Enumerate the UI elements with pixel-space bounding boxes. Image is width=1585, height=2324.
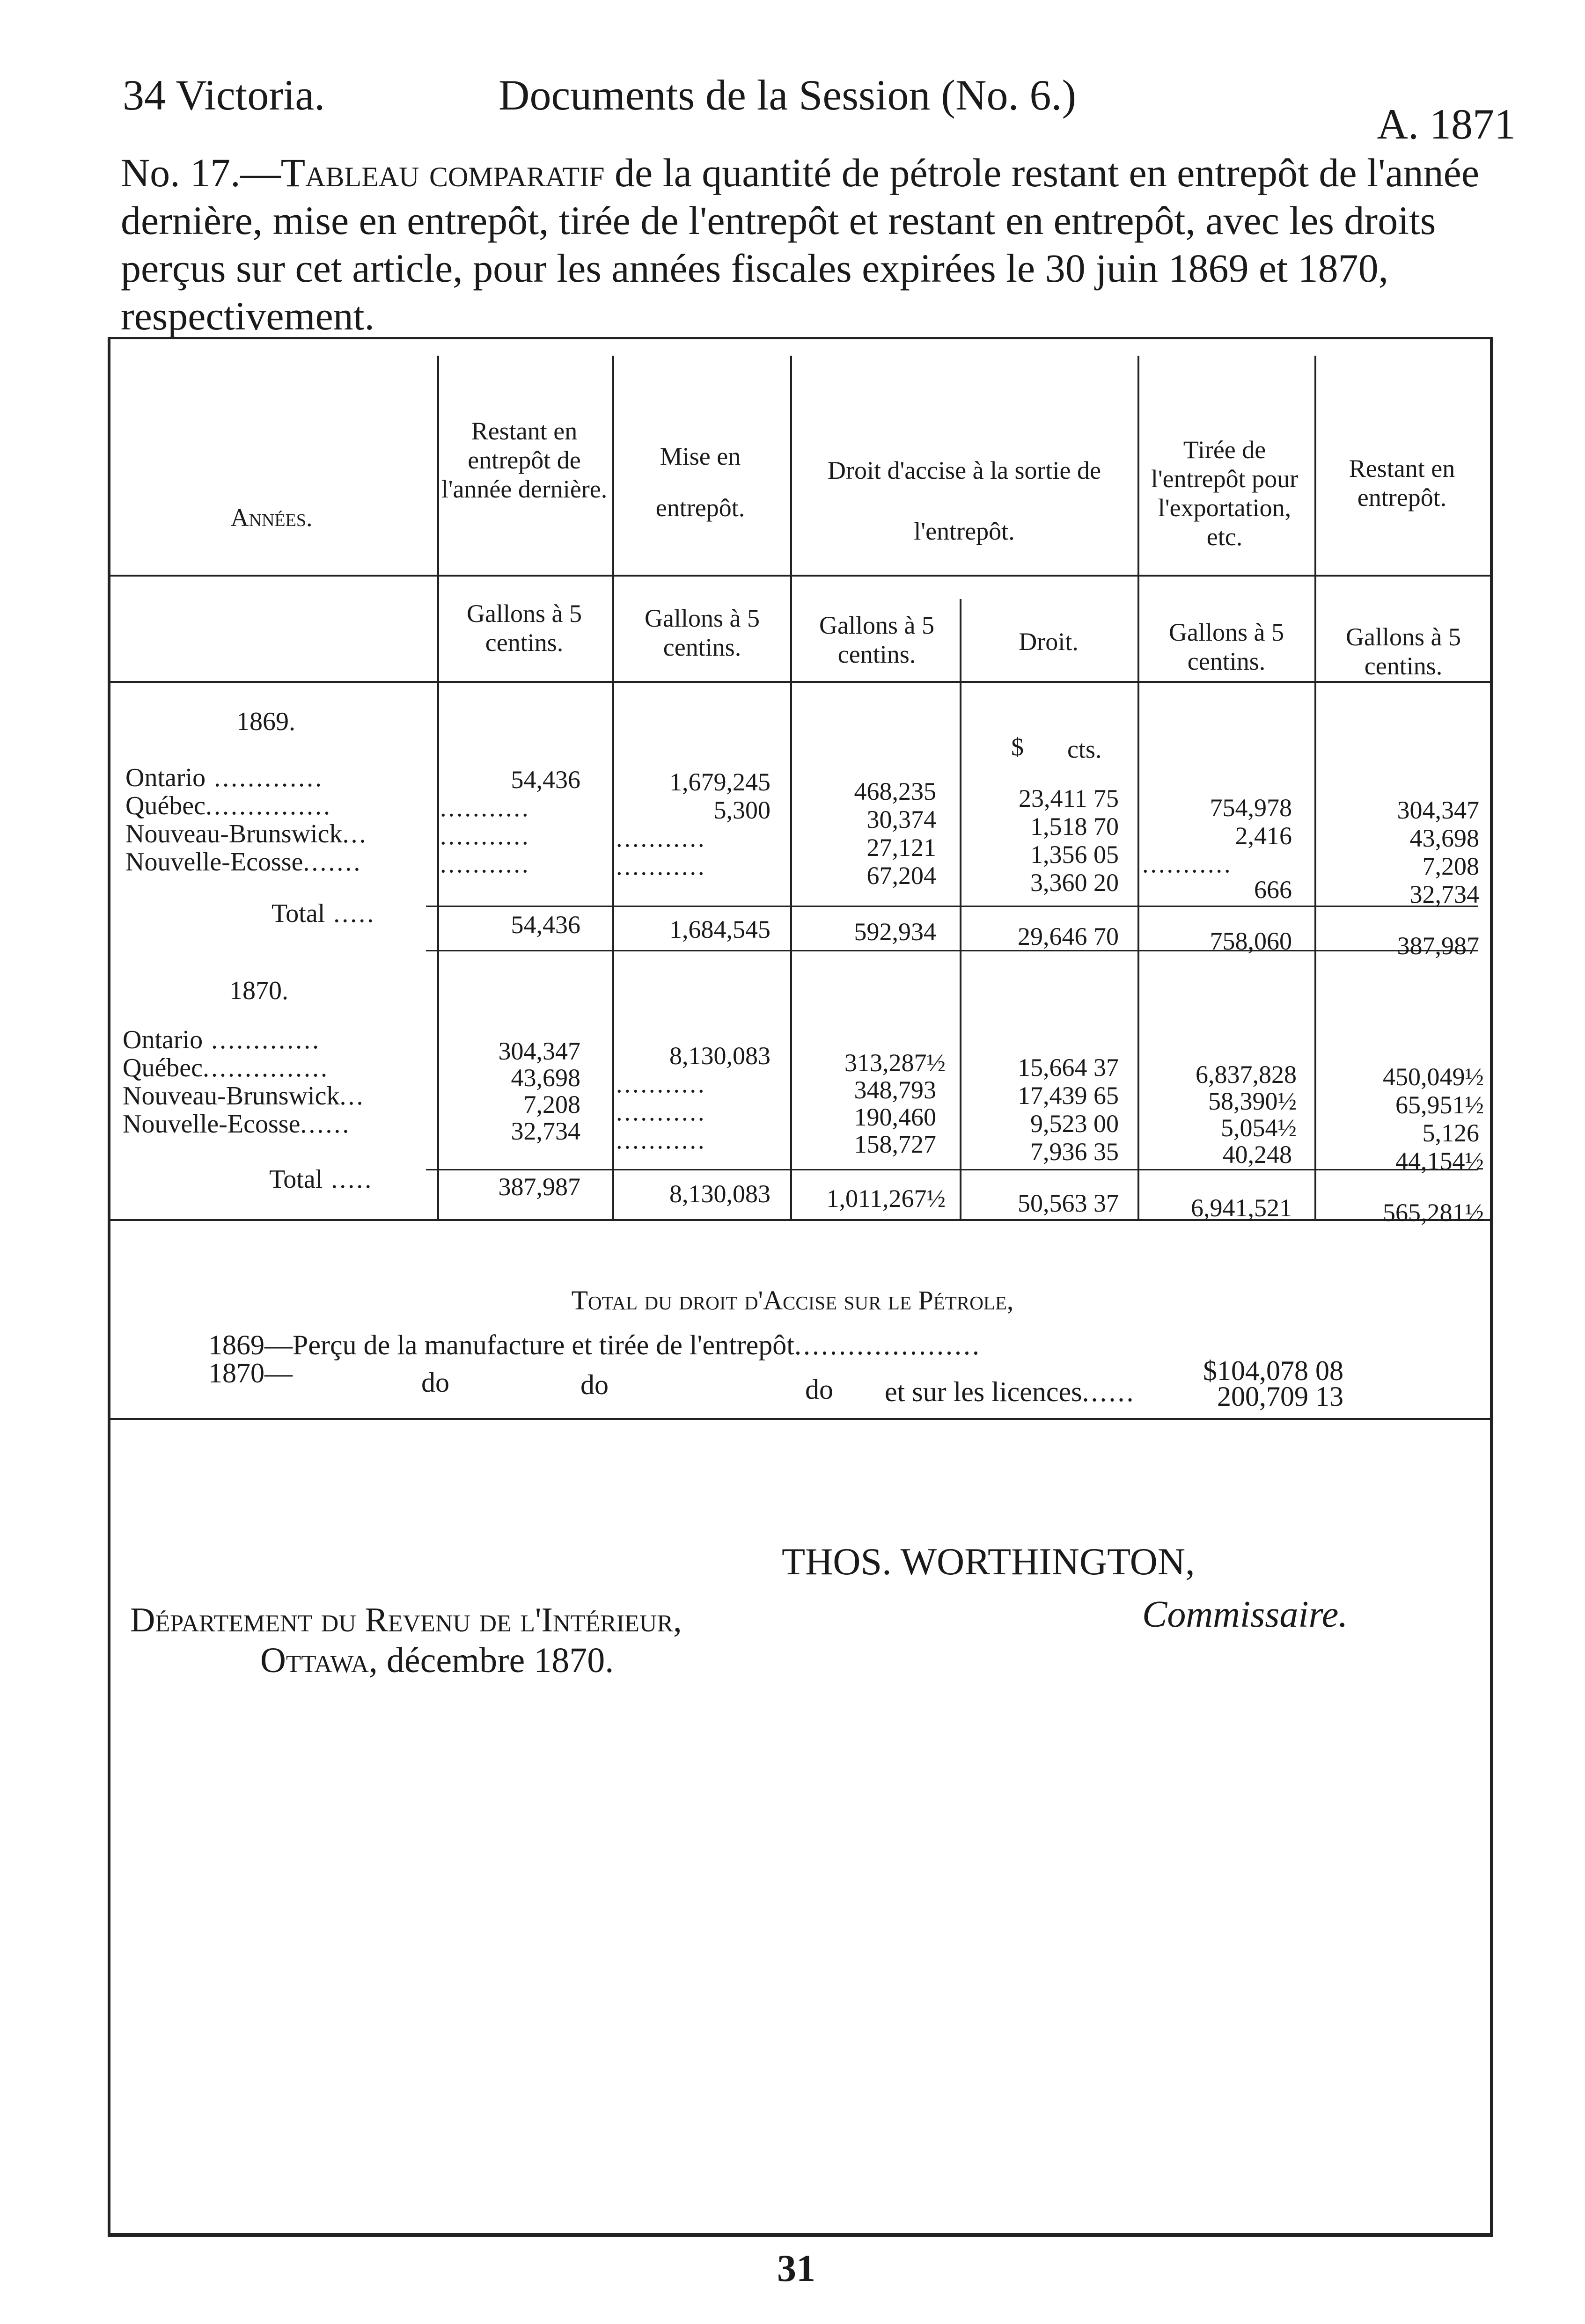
cell-mise: 1,679,245 bbox=[669, 768, 770, 796]
header-year: A. 1871 bbox=[1377, 100, 1516, 148]
col-rule-3b bbox=[960, 599, 961, 1219]
header-title: Documents de la Session (No. 6.) bbox=[499, 71, 1077, 119]
cell-gallons: 27,121 bbox=[866, 833, 936, 862]
cell-gallons: 67,204 bbox=[866, 862, 936, 890]
cell-leader: ........... bbox=[440, 794, 530, 822]
signatory-name: THOS. WORTHINGTON, bbox=[782, 1540, 1195, 1583]
cell-droit: 7,936 35 bbox=[1030, 1138, 1119, 1166]
department: Département du Revenu de l'Intérieur, bbox=[130, 1601, 682, 1639]
currency-cents: cts. bbox=[1067, 735, 1102, 763]
totals-line-1870-do2: do bbox=[580, 1369, 609, 1400]
totals-value-1869: $104,078 08 bbox=[1203, 1355, 1343, 1386]
total-label-1869: Total ..... bbox=[272, 899, 376, 928]
totals-line-1870-do3: do bbox=[805, 1374, 833, 1405]
subheader-gallons-1: Gallons à 5 centins. bbox=[467, 599, 582, 657]
cell-leader: ........... bbox=[1142, 850, 1233, 878]
cell-restant: 65,951½ bbox=[1395, 1091, 1484, 1119]
subheader-gallons-5: Gallons à 5 centins. bbox=[1346, 623, 1461, 680]
cell-restant-annee: 304,347 bbox=[498, 1037, 580, 1065]
col-rule-5 bbox=[1314, 356, 1316, 1219]
row-label: Québec............... bbox=[125, 791, 332, 820]
caption-number: No. 17.— bbox=[121, 150, 281, 195]
caption-title: Tableau comparatif bbox=[280, 150, 605, 195]
row-label: Québec............... bbox=[123, 1053, 330, 1082]
row-label: Ontario ............. bbox=[123, 1025, 321, 1054]
col-rule-4 bbox=[1137, 356, 1139, 1219]
subheader-gallons-4: Gallons à 5 centins. bbox=[1169, 618, 1284, 675]
cell-leader: ........... bbox=[440, 822, 530, 850]
cell-restant: 44,154½ bbox=[1395, 1147, 1484, 1175]
cell-restant: 43,698 bbox=[1409, 824, 1479, 852]
cell-droit: 1,518 70 bbox=[1030, 812, 1119, 840]
cell-tiree: 666 bbox=[1254, 876, 1292, 904]
totals-line-1869: 1869—Perçu de la manufacture et tirée de l'entrepôt..................... bbox=[208, 1330, 981, 1360]
subheader-droit: Droit. bbox=[1019, 628, 1079, 656]
total-restant-annee: 54,436 bbox=[511, 911, 580, 939]
cell-droit: 17,439 65 bbox=[1018, 1082, 1119, 1110]
rule-header-bottom bbox=[110, 575, 1490, 577]
total-mise: 1,684,545 bbox=[669, 915, 770, 943]
cell-restant: 7,208 bbox=[1422, 852, 1479, 880]
col-rule-3 bbox=[790, 356, 792, 1219]
cell-droit: 15,664 37 bbox=[1018, 1053, 1119, 1082]
cell-restant-annee: 32,734 bbox=[511, 1117, 580, 1145]
total-droit: 50,563 37 bbox=[1018, 1189, 1119, 1217]
cell-droit: 23,411 75 bbox=[1019, 784, 1119, 812]
cell-leader: ........... bbox=[440, 850, 530, 878]
cell-restant: 5,126 bbox=[1422, 1119, 1479, 1147]
cell-leader: ........... bbox=[616, 1126, 706, 1154]
col-header-tiree: Tirée de l'entrepôt pour l'exportation, etc. bbox=[1151, 436, 1299, 551]
cell-gallons: 313,287½ bbox=[844, 1049, 946, 1077]
row-label: Nouveau-Brunswick... bbox=[125, 819, 368, 848]
year-label-1870: 1870. bbox=[229, 976, 288, 1005]
totals-line-1870-rest: et sur les licences...... bbox=[885, 1376, 1136, 1407]
cell-restant-annee: 54,436 bbox=[511, 766, 580, 794]
header-session-left: 34 Victoria. bbox=[123, 71, 325, 119]
rule-subheader-bottom bbox=[110, 681, 1490, 683]
cell-leader: ........... bbox=[616, 1070, 706, 1098]
cell-restant: 304,347 bbox=[1397, 796, 1479, 824]
currency-dollar: $ bbox=[1011, 733, 1024, 761]
subheader-gallons-3: Gallons à 5 centins. bbox=[819, 611, 934, 668]
total-label-1870: Total ..... bbox=[269, 1165, 374, 1194]
totals-line-1870-year: 1870— bbox=[208, 1358, 293, 1389]
cell-restant-annee: 7,208 bbox=[523, 1090, 580, 1118]
totals-value-1870: 200,709 13 bbox=[1217, 1381, 1343, 1412]
cell-restant: 32,734 bbox=[1409, 880, 1479, 908]
cell-leader: ........... bbox=[616, 1098, 706, 1126]
total-gallons: 1,011,267½ bbox=[826, 1184, 946, 1213]
cell-mise: 5,300 bbox=[713, 796, 770, 824]
caption-text: de la quantité de pétrole restant en entrepôt de l'année dernière, mise en entrepôt, tirée de l'entrepôt et restant en entrepôt, avec les droits perçus sur cet article, pour les années fiscales expirées le 30 juin 1869 et 1870, respectivement. bbox=[121, 150, 1479, 338]
cell-mise: 8,130,083 bbox=[669, 1042, 770, 1070]
cell-droit: 9,523 00 bbox=[1030, 1110, 1119, 1138]
cell-restant-annee: 43,698 bbox=[511, 1064, 580, 1092]
cell-gallons: 30,374 bbox=[866, 805, 936, 833]
col-header-annees: Années. bbox=[230, 504, 313, 532]
total-restant: 565,281½ bbox=[1383, 1199, 1484, 1227]
cell-leader: ........... bbox=[616, 824, 706, 852]
total-mise: 8,130,083 bbox=[669, 1180, 770, 1208]
row-label: Ontario ............. bbox=[125, 763, 324, 792]
cell-leader: ........... bbox=[616, 852, 706, 880]
total-restant: 387,987 bbox=[1397, 932, 1479, 960]
row-label: Nouveau-Brunswick... bbox=[123, 1082, 365, 1111]
cell-gallons: 158,727 bbox=[854, 1130, 936, 1158]
cell-tiree: 754,978 bbox=[1210, 794, 1292, 822]
cell-tiree: 2,416 bbox=[1235, 822, 1292, 850]
col-header-droit: Droit d'accise à la sortie de l'entrepôt. bbox=[828, 456, 1101, 545]
row-label: Nouvelle-Ecosse....... bbox=[125, 848, 362, 877]
cell-tiree: 5,054½ bbox=[1221, 1114, 1297, 1142]
totals-title: Total du droit d'Accise sur le Pétrole, bbox=[571, 1285, 1014, 1315]
year-label-1869: 1869. bbox=[236, 707, 295, 736]
total-restant-annee: 387,987 bbox=[498, 1173, 580, 1201]
col-header-restant-annee: Restant en entrepôt de l'année dernière. bbox=[441, 417, 608, 503]
total-gallons: 592,934 bbox=[854, 918, 936, 946]
col-rule-1 bbox=[437, 356, 439, 1219]
row-label: Nouvelle-Ecosse...... bbox=[123, 1110, 351, 1139]
cell-droit: 3,360 20 bbox=[1030, 869, 1119, 897]
totals-line-1870-do1: do bbox=[421, 1367, 449, 1398]
subheader-gallons-2: Gallons à 5 centins. bbox=[645, 604, 760, 661]
table-caption bbox=[121, 149, 1516, 340]
cell-tiree: 58,390½ bbox=[1208, 1087, 1297, 1115]
cell-gallons: 468,235 bbox=[854, 777, 936, 805]
cell-tiree: 40,248 bbox=[1222, 1140, 1292, 1169]
rule-totals-bottom bbox=[110, 1418, 1490, 1420]
cell-droit: 1,356 05 bbox=[1030, 840, 1119, 869]
cell-restant: 450,049½ bbox=[1383, 1063, 1484, 1091]
total-droit: 29,646 70 bbox=[1018, 922, 1119, 950]
cell-gallons: 348,793 bbox=[854, 1076, 936, 1104]
col-header-mise: Mise en entrepôt. bbox=[655, 442, 745, 522]
total-tiree: 758,060 bbox=[1210, 927, 1292, 955]
cell-gallons: 190,460 bbox=[854, 1103, 936, 1131]
col-header-restant: Restant en entrepôt. bbox=[1349, 454, 1455, 512]
total-tiree: 6,941,521 bbox=[1191, 1194, 1292, 1222]
col-rule-2 bbox=[612, 356, 614, 1219]
page-number: 31 bbox=[777, 2247, 815, 2289]
cell-tiree: 6,837,828 bbox=[1196, 1060, 1297, 1089]
place-date: Ottawa, décembre 1870. bbox=[260, 1641, 614, 1680]
signatory-role: Commissaire. bbox=[1142, 1594, 1348, 1635]
